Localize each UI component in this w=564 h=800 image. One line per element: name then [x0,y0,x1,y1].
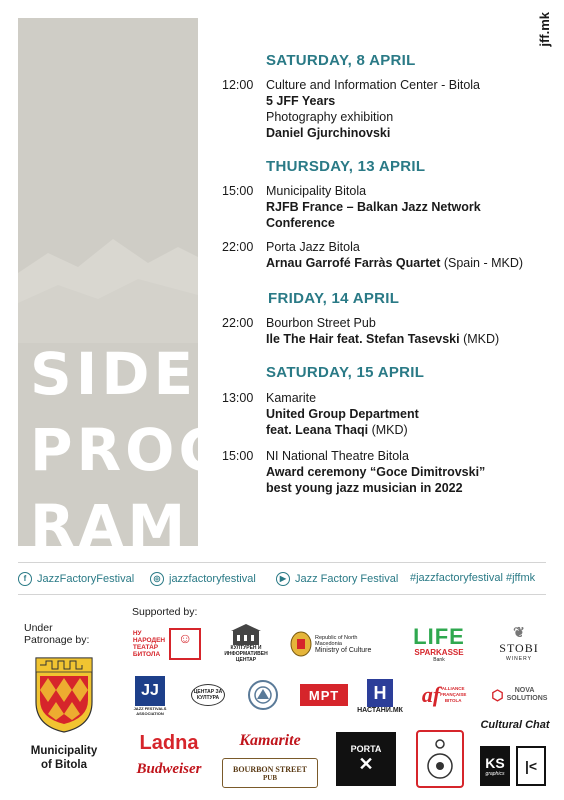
title-line-1: SIDE [30,340,198,408]
instagram-icon: ◎ [150,572,164,586]
facebook-link[interactable] [18,572,134,586]
ks-graphics-logo [480,746,510,786]
event-venue: NI National Theatre Bitola [266,449,409,463]
municipality-line-1: Municipality [30,745,98,757]
porta-mark-icon: ✕ [358,753,374,774]
logo-text: SPARKASSE [414,647,464,657]
culture-center-logo: КУЛТУРЕН И ИНФОРМАТИВЕН ЦЕНТАР [224,622,268,664]
logo-text: KS [485,755,505,771]
event-origin: (Spain - MKD) [440,256,524,270]
event-artist: Daniel Gjurchinovski [266,126,391,140]
municipality-crest [34,656,94,734]
event-title: RJFB France – Balkan Jazz Network [266,200,481,214]
logo-text: ALLIANCE FRANÇAISE BITOLA [440,686,467,703]
speaker-logo [416,730,464,788]
instagram-link[interactable] [150,572,256,586]
event-venue: Bourbon Street Pub [266,316,376,330]
national-theatre-logo [132,626,202,662]
event-subtitle: Photography exhibition [266,110,394,124]
theatre-mask-icon: ☺ [169,628,201,660]
nastani-icon: H [367,679,393,707]
logo-text: НУ [132,630,142,637]
dk-logo-icon: |< [516,746,546,786]
event-venue: Municipality Bitola [266,184,367,198]
kamarite-logo: Kamarite [239,732,301,749]
event-venue: Kamarite [266,391,317,405]
divider [18,594,546,595]
day-heading: THURSDAY, 13 APRIL [266,158,426,175]
event-artist: Arnau Garrofé Farràs Quartet [266,256,441,270]
jfa-icon: JJ [135,676,165,706]
mountain-silhouette [18,233,198,343]
event-venue: Culture and Information Center - Bitola [266,78,480,92]
divider [18,562,546,563]
bourbon-street-logo [222,758,318,788]
instagram-handle: jazzfactoryfestival [169,573,256,585]
hashtags: #jazzfactoryfestival #jffmk [410,572,536,584]
event-title-cont: best young jazz musician in 2022 [266,481,463,495]
logo-text: БИТОЛА [132,651,161,658]
side-program-panel [18,18,231,560]
logo-text: ТЕАТАР [132,644,159,651]
title-line-2: PROG [30,416,231,484]
event-artist: feat. Leana Thaqi [266,423,369,437]
event-time: 22:00 [222,316,254,330]
day-heading: FRIDAY, 14 APRIL [268,290,400,307]
nova-icon: ⬡ [491,686,504,703]
coat-of-arms-icon [290,631,312,657]
facebook-handle: JazzFactoryFestival [37,573,135,585]
event-title-cont: Conference [266,216,335,230]
title-line-3: RAM [30,492,190,560]
event-artist: Ile The Hair feat. Stefan Tasevski [266,332,460,346]
building-icon [231,623,261,645]
logo-text: Bank [433,656,445,663]
porta-jazz-logo [336,732,396,786]
logo-text: WINERY [506,656,532,662]
event-origin: (MKD) [459,332,500,346]
logo-text: STOBI [499,641,539,655]
logo-text: BOURBON STREET [232,764,308,774]
logo-text: PORTA [350,743,382,754]
event-title: Award ceremony “Goce Dimitrovski” [266,465,486,479]
supported-by-label: Supported by: [132,606,198,618]
mrt-logo: МРТ [300,684,348,706]
municipality-line-2: of Bitola [41,759,87,771]
emblem-icon [247,679,279,711]
logo-text: graphics [485,771,505,777]
youtube-link[interactable] [276,572,398,586]
event-time: 22:00 [222,240,254,254]
speaker-icon [422,734,458,784]
site-url: jff.mk [537,12,552,47]
budweiser-logo: Budweiser [136,760,202,777]
logo-text: NOVA SOLUTIONS [506,687,548,702]
event-time: 13:00 [222,391,254,405]
event-time: 15:00 [222,449,254,463]
event-time: 15:00 [222,184,254,198]
cultural-chat-logo: Cultural Chat [480,719,550,731]
logo-text: LIFE [413,623,465,649]
day-heading: SATURDAY, 8 APRIL [266,52,416,69]
patronage-line-1: Under [24,622,53,634]
event-title: United Group Department [266,407,419,421]
round-emblem-logo [246,678,280,712]
nova-solutions-logo [484,684,550,706]
culture-center-round-logo: ЦЕНТАР ЗА КУЛТУРА [188,678,228,712]
event-time: 12:00 [222,78,254,92]
logo-text: НАРОДЕН [132,637,166,644]
logo-text: Ministry of Culture [315,646,372,654]
logo-text: НАСТАНИ.МК [357,706,403,714]
af-icon: af [421,682,441,707]
nastani-logo [356,674,404,718]
side-program-title [30,336,230,564]
logo-text: Republic of North Macedonia [315,634,358,647]
patronage-label [24,622,89,646]
patronage-line-2: Patronage by: [24,634,90,646]
alliance-francaise-logo [418,676,470,714]
life-sparkasse-logo [408,624,470,664]
ministry-of-culture-logo [290,628,382,660]
event-title: 5 JFF Years [266,94,336,108]
facebook-icon: f [18,572,32,586]
day-heading: SATURDAY, 15 APRIL [266,364,425,381]
logo-text: PUB [263,773,277,782]
event-origin: (MKD) [368,423,408,437]
jazz-festivals-association-logo [130,674,170,718]
event-venue: Porta Jazz Bitola [266,240,360,254]
municipality-name [24,744,104,772]
ladna-logo: Ladna [139,731,199,754]
social-bar [18,572,546,588]
stobi-winery-logo [490,620,548,666]
logo-text: JAZZ FESTIVALS ASSOCIATION [133,706,167,716]
youtube-icon: ▶ [276,572,290,586]
peacock-icon: ❦ [513,624,525,640]
youtube-handle: Jazz Factory Festival [295,573,399,585]
